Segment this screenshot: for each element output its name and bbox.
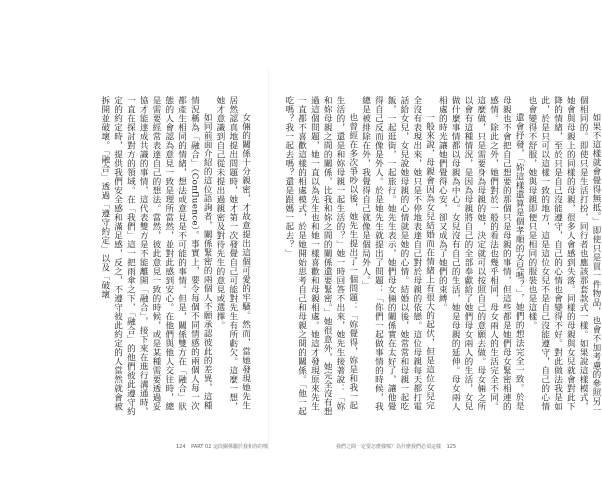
right-paragraph-4: 也曾經在多次爭吵以後，她先生提出了一個問題：「妳覺得，妳是和我一起生活的，還是和妳母親一起生活的？」她一時回答不出來，她先生接著說：「妳和妳母親之間的關係，比我和妳之間的關係還要緊密。」她很意外，她完全沒有想過這個問題，她一直以為先生也和她一樣喜歡和母親相處。她這才發現原來先生一直都不喜歡這樣的相處模式，於是她開始思考自己和母親之間的關係。「他一起吃嗎？我一起去嗎？還是跟媽一起去？」	[283, 96, 358, 416]
book-gutter	[268, 70, 269, 450]
left-page-footer	[176, 443, 268, 450]
right-page-body	[282, 96, 601, 416]
right-page-footer	[336, 443, 456, 450]
right-paragraph-3: 一般來說，母親會因為女兒結婚而在情緒上有很大的起伏，但是這位女兒完全沒有表現出來，她只是不停地表達自己對於母親的依戀。這位母親每天都打電話給女兒，女兒說她母親的心情就是她的心情。結婚以後，她常常和母親一起吃飯，一起逛街，一起旅行。她先生表示，她們母女倆的關係實在太好了，讓他覺得自己反而像是外人。於是她先生就提出了問題：「你們一起做事情的時候，我總是被排除在外，我覺得自己就像是個局外人。」	[360, 96, 435, 411]
right-paragraph-1: 如果不這樣就會覺得無抵。」即使只是買一件物品，也會不加考慮的參照另一個相同的。即使只是生活打扮，同行者也應該那套款式一樣。如果說這樣模式，她會與母親上的同樣的母親，很多人會感到失落。同樣的母親與女兒就會對此下降的情緒，至於只是自己沒能遵守，自己的心情也會變得不好。對此做法我是如此，於是只可以這樣一致的地方，這是這位女兒不是自己沒能遵守，自己的心情也會變得不舒服，她與母親即便只是相同的服裝也是這樣。	[526, 96, 601, 415]
left-paragraph-1: 女倆的關係十分親密，才故意提出這個可愛的牢騷。然而，當她發現她先生居然認真地提出問題時，她才第一次發覺自己可能對先生有所虧欠。這麼一想，她才意識到自己從未提出過親密及對待先生的意見或選擇。	[214, 96, 251, 411]
left-paragraph-2: 如同前面介紹的這位語詢者，關係緊密的兩個人不願承認彼此的差異，這種情況稱為「融合」（Confluence）。事實上，要令每個不同情感的兩個人每一次都產生相同的情緒，想法或意見是不可能的事情。但是，關係雙方在「融合」狀態的人會認為意見一致是理所當然，並對此感到安心。在他們與他人交往時，總是需要經常表達自己的想法。當然，彼此意見一致的時候，或是某種需要透過妥協才能達成共識的事情，這代表雙方是不能離開「融合」，接下來在進行溝通時，一直在探討對方的領域。在「我們」這一把雨傘之下，「融合」的他們彼此遵守約定的約定時，提供我們安全感和滿足感，反之，不遵守彼此約定的人當然就會被拆開並破壞。「融合」透過「遵守約定」以及「破壞	[99, 96, 213, 416]
right-paragraph-2: 還會抒發，「妳這樣還算是個孝順的女兒嗎？」，她們的想法完全一致。於是母親也不會把自己想要的那個只是母親的事情，但這些都是她們母女緊密相連的感情。除此之外，她們對於一般的看法也幾乎相同，母女兩人的生活完全不同。這麼做，只是需要身為母親的她，決定就可以按照自己的意願去做。母女倆之所以會有這種情況，是因為母親將自己的全部奉獻給了她們母女兩人的生活，女兒做什麼事情都以母親為中心。女兒沒有自己的生活，她是母親的延伸。母女兩人相處的時光讓她們覺得心安，卻又成為了她們的束縛。	[437, 96, 525, 411]
left-page-number: 124	[176, 444, 186, 450]
right-running-title: 我們之間一定要怎麼樣嗎？為什麼我們必須這樣	[336, 444, 442, 450]
right-page-text	[282, 96, 602, 416]
left-running-title: PART 02 這段關係屬於我和你的嗎	[191, 444, 268, 450]
left-page-body	[98, 96, 260, 416]
left-page-text	[98, 96, 252, 416]
right-page-number: 125	[446, 444, 457, 450]
